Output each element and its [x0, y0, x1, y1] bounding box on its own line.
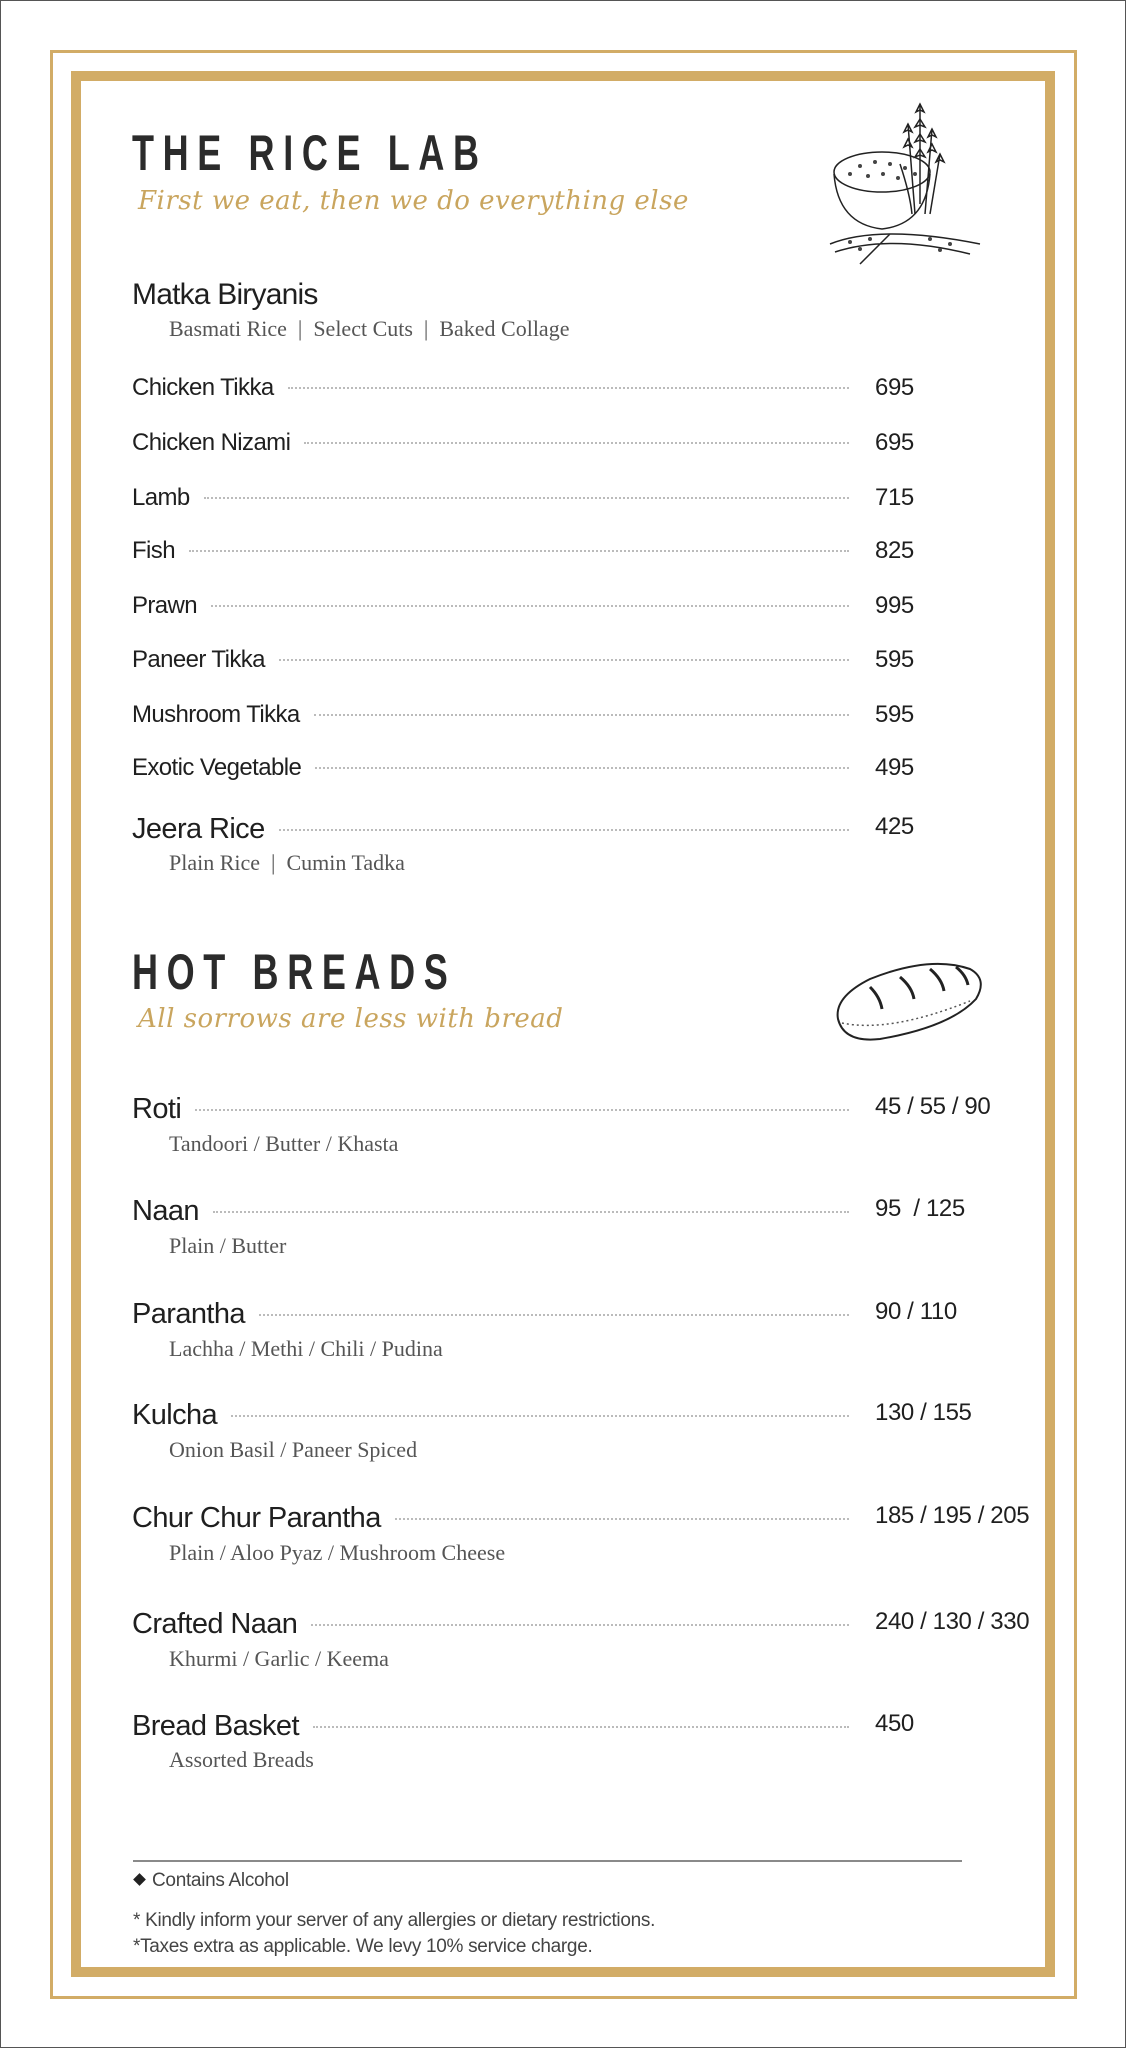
- menu-item: [132, 429, 1062, 457]
- menu-item: [132, 1710, 1062, 1743]
- dot-leader: [231, 1415, 849, 1417]
- item-name: Jeera Rice: [132, 813, 265, 845]
- dot-leader: [204, 497, 849, 499]
- rice-bowl-illustration-icon: [820, 94, 985, 270]
- item-price: 240 / 130 / 330: [875, 1608, 1030, 1635]
- item-description: Khurmi / Garlic / Keema: [169, 1646, 389, 1671]
- item-description: Onion Basil / Paneer Spiced: [169, 1437, 418, 1462]
- section-subtitle: Basmati Rice | Select Cuts | Baked Collage: [169, 316, 570, 341]
- item-name: Chicken Nizami: [132, 429, 291, 456]
- item-name: Lamb: [132, 484, 190, 511]
- item-name: Parantha: [132, 1298, 245, 1330]
- footer-divider: [133, 1860, 962, 1862]
- dot-leader: [279, 659, 849, 661]
- item-name: Kulcha: [132, 1399, 218, 1431]
- item-name: Fish: [132, 537, 175, 564]
- item-name: Exotic Vegetable: [132, 754, 302, 781]
- menu-item: [132, 701, 1062, 729]
- dot-leader: [304, 442, 849, 444]
- item-price: 825: [875, 537, 914, 564]
- section-title-hot-breads: HOT BREADS: [132, 944, 457, 1000]
- item-name: Paneer Tikka: [132, 646, 265, 673]
- menu-item: [132, 1502, 1062, 1535]
- item-price: 995: [875, 592, 914, 619]
- item-description: Plain / Aloo Pyaz / Mushroom Cheese: [169, 1540, 506, 1565]
- diamond-icon: [133, 1873, 146, 1886]
- item-price: 185 / 195 / 205: [875, 1502, 1030, 1529]
- item-name: Roti: [132, 1093, 182, 1125]
- menu-item: [132, 592, 1062, 620]
- item-description: Lachha / Methi / Chili / Pudina: [169, 1336, 443, 1361]
- menu-item: [132, 1608, 1062, 1641]
- dot-leader: [288, 387, 849, 389]
- menu-item: [132, 374, 1062, 402]
- item-name: Naan: [132, 1195, 199, 1227]
- item-price: 450: [875, 1710, 914, 1737]
- item-name: Bread Basket: [132, 1710, 299, 1742]
- item-price: 130 / 155: [875, 1399, 972, 1426]
- allergy-note: * Kindly inform your server of any allergies or dietary restrictions.: [133, 1910, 656, 1931]
- item-price: 425: [875, 813, 914, 840]
- item-price: 715: [875, 484, 914, 511]
- menu-item: [132, 1298, 1062, 1331]
- menu-item: [132, 754, 1062, 782]
- dot-leader: [315, 767, 849, 769]
- restaurant-tagline: First we eat, then we do everything else: [138, 186, 689, 216]
- item-price: 45 / 55 / 90: [875, 1093, 991, 1120]
- section-title-matka-biryanis: Matka Biryanis: [132, 278, 318, 311]
- item-description: Plain / Butter: [169, 1233, 287, 1258]
- item-price: 595: [875, 646, 914, 673]
- item-price: 95 / 125: [875, 1195, 965, 1222]
- dot-leader: [395, 1518, 849, 1520]
- item-name: Prawn: [132, 592, 198, 619]
- item-name: Chur Chur Parantha: [132, 1502, 381, 1534]
- breads-tagline: All sorrows are less with bread: [138, 1004, 564, 1034]
- alcohol-legend-label: Contains Alcohol: [152, 1870, 289, 1891]
- item-description: Assorted Breads: [169, 1747, 314, 1772]
- dot-leader: [279, 829, 849, 831]
- dot-leader: [211, 605, 849, 607]
- item-price: 495: [875, 754, 914, 781]
- item-name: Mushroom Tikka: [132, 701, 300, 728]
- bread-loaf-illustration-icon: [830, 957, 988, 1045]
- dot-leader: [195, 1109, 849, 1111]
- menu-item: [132, 484, 1062, 512]
- item-name: Crafted Naan: [132, 1608, 298, 1640]
- item-description: Plain Rice | Cumin Tadka: [169, 850, 405, 875]
- dot-leader: [311, 1624, 849, 1626]
- menu-item: [132, 537, 1062, 565]
- item-price: 90 / 110: [875, 1298, 957, 1325]
- menu-item: [132, 646, 1062, 674]
- menu-item: [132, 813, 1062, 846]
- menu-item: [132, 1399, 1062, 1432]
- item-price: 695: [875, 429, 914, 456]
- dot-leader: [314, 714, 849, 716]
- alcohol-legend: [133, 1870, 289, 1892]
- item-description: Tandoori / Butter / Khasta: [169, 1131, 399, 1156]
- dot-leader: [313, 1726, 849, 1728]
- item-price: 595: [875, 701, 914, 728]
- dot-leader: [213, 1211, 849, 1213]
- tax-note: *Taxes extra as applicable. We levy 10% service charge.: [133, 1936, 593, 1957]
- restaurant-title: THE RICE LAB: [132, 125, 488, 181]
- dot-leader: [189, 550, 849, 552]
- item-name: Chicken Tikka: [132, 374, 274, 401]
- menu-item: [132, 1093, 1062, 1126]
- dot-leader: [259, 1314, 849, 1316]
- menu-item: [132, 1195, 1062, 1228]
- item-price: 695: [875, 374, 914, 401]
